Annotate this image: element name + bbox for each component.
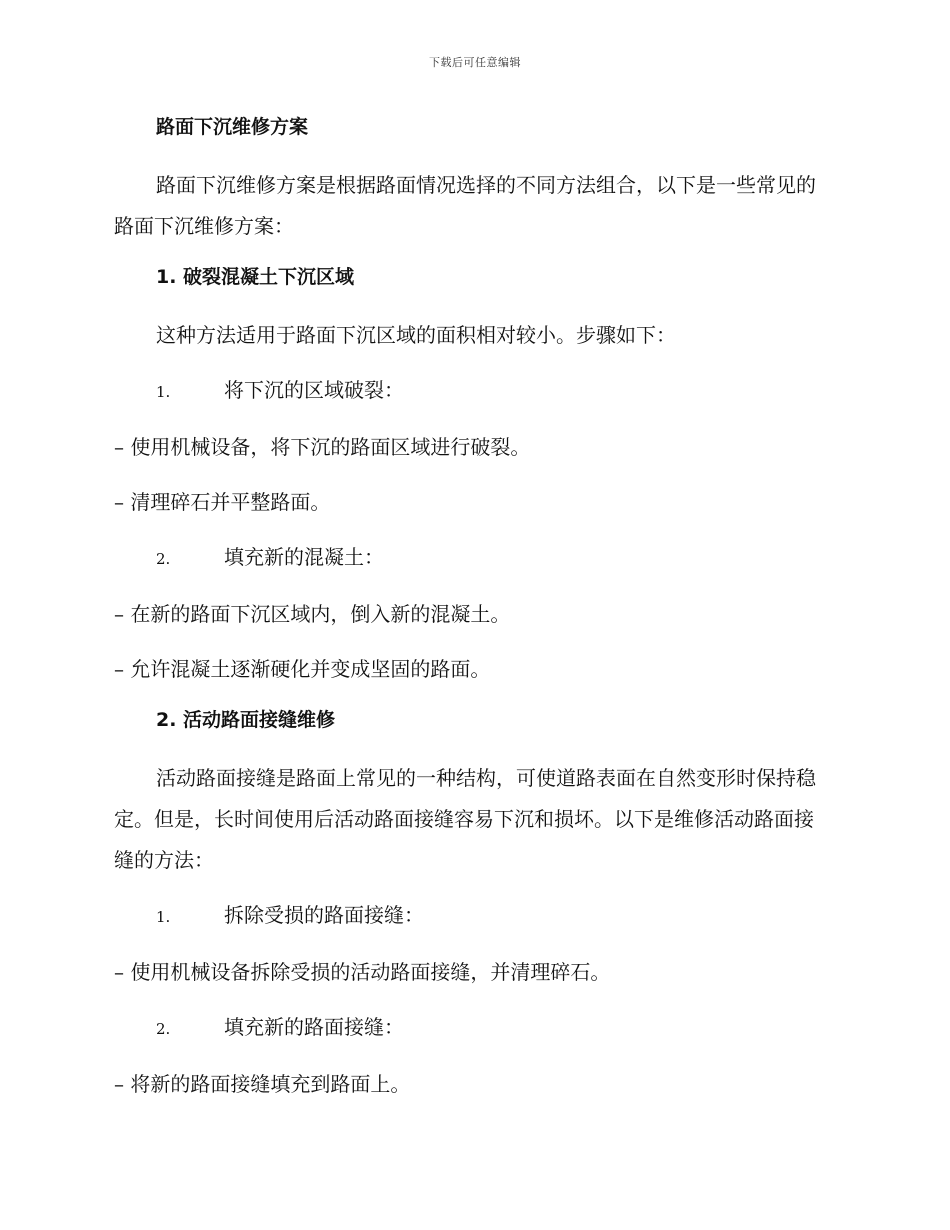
section-description: 活动路面接缝是路面上常见的一种结构，可使道路表面在自然变形时保持稳定。但是，长时间使用后活动路面接缝容易下沉和损坏。以下是维修活动路面接缝的方法：	[114, 766, 816, 872]
step-number: 1.	[156, 383, 171, 401]
bullet-item: – 允许混凝土逐渐硬化并变成坚固的路面。	[114, 657, 491, 681]
step-number: 1.	[156, 908, 171, 926]
header-note: 下载后可任意编辑	[429, 56, 521, 69]
section-2	[114, 704, 832, 1105]
section-heading: 2. 活动路面接缝维修	[156, 709, 336, 731]
step-item	[114, 537, 832, 580]
step-number: 2.	[156, 550, 171, 568]
document-title: 路面下沉维修方案	[156, 116, 309, 138]
bullet-item: – 清理碎石并平整路面。	[114, 490, 331, 514]
bullet-item: – 使用机械设备，将下沉的路面区域进行破裂。	[114, 435, 531, 459]
step-item	[114, 1007, 832, 1050]
step-label: 填充新的路面接缝：	[224, 1015, 404, 1039]
section-heading: 1. 破裂混凝土下沉区域	[156, 266, 355, 288]
document-body	[114, 111, 832, 1119]
section-1	[114, 261, 832, 690]
step-item	[114, 895, 832, 938]
step-label: 拆除受损的路面接缝：	[224, 903, 424, 927]
step-label: 将下沉的区域破裂：	[224, 378, 404, 402]
section-description: 这种方法适用于路面下沉区域的面积相对较小。步骤如下：	[156, 323, 676, 347]
bullet-item: – 在新的路面下沉区域内，倒入新的混凝土。	[114, 602, 511, 626]
intro-paragraph: 路面下沉维修方案是根据路面情况选择的不同方法组合，以下是一些常见的路面下沉维修方案：	[114, 173, 816, 238]
step-label: 填充新的混凝土：	[224, 545, 384, 569]
bullet-item: – 将新的路面接缝填充到路面上。	[114, 1072, 411, 1096]
bullet-item: – 使用机械设备拆除受损的活动路面接缝，并清理碎石。	[114, 960, 611, 984]
step-number: 2.	[156, 1020, 171, 1038]
step-item	[114, 370, 832, 413]
